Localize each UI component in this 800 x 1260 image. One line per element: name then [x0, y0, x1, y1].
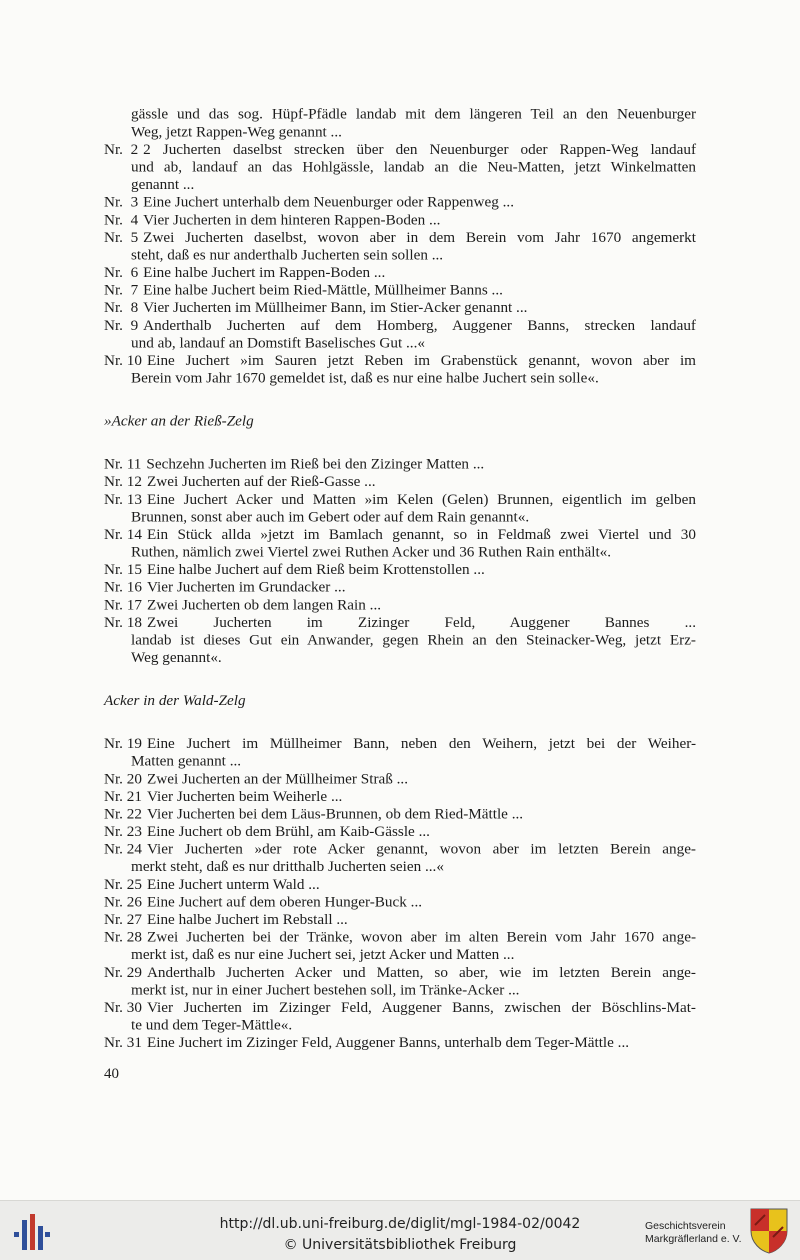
text-line: Zwei Jucherten im Zizinger Feld, Auggener Bannes ... [146, 614, 696, 631]
text-line: Ein Stück allda »jetzt im Bamlach genannt, so in Feldmaß zwei Viertel und 30 [146, 526, 696, 543]
text-line: genannt ... [131, 176, 195, 193]
footer-bar [0, 1200, 800, 1260]
entry-text [131, 840, 696, 876]
list-item [104, 911, 696, 929]
entries-section-1 [104, 141, 696, 387]
entries-section-2 [104, 456, 696, 667]
list-item [104, 964, 696, 999]
list-item [104, 841, 696, 876]
entry-number: Nr. 21 [104, 788, 142, 805]
text-line: Eine Juchert »im Sauren jetzt Reben im Grabenstück genannt, wovon aber im [146, 352, 696, 369]
text-line: Vier Jucherten bei dem Läus-Brunnen, ob dem Ried-Mättle ... [146, 805, 524, 823]
text-line: merkt steht, daß es nur dritthalb Jucherten seien ...« [131, 858, 444, 876]
society-name [645, 1220, 742, 1246]
entry-text [131, 352, 696, 387]
entry-number: Nr. 7 [104, 281, 139, 299]
society-name-line-1: Geschichtsverein [645, 1220, 726, 1232]
entry-number: Nr. 16 [104, 579, 142, 596]
entry-number: Nr. 18 [104, 614, 142, 631]
text-line: Vier Jucherten im Müllheimer Bann, im Stier-Acker genannt ... [143, 299, 528, 317]
list-item [104, 456, 696, 474]
entry-text [143, 194, 696, 212]
list-item [104, 212, 696, 230]
entry-number: Nr. 3 [104, 193, 139, 211]
list-item [104, 561, 696, 579]
text-line: te und dem Teger-Mättle«. [131, 1016, 293, 1034]
coat-of-arms-icon[interactable] [749, 1207, 789, 1255]
entry-number: Nr. 25 [104, 876, 142, 893]
list-item [104, 929, 696, 964]
text-line: Zwei Jucherten auf der Rieß-Gasse ... [146, 473, 376, 491]
text-line: 2 Jucherten daselbst strecken über den Neuenburger oder Rappen-Weg landauf [143, 141, 696, 158]
entry-text [147, 561, 696, 579]
list-item [104, 614, 696, 667]
entry-text [131, 614, 696, 667]
list-item [104, 317, 696, 352]
document-url-link[interactable]: http://dl.ub.uni-freiburg.de/diglit/mgl-1984-02/0042 [219, 1216, 581, 1232]
society-name-line-2: Markgräflerland e. V. [645, 1233, 742, 1245]
text-line: Eine Juchert im Zizinger Feld, Auggener Banns, unterhalb dem Teger-Mättle ... [146, 1034, 630, 1052]
text-line: Eine Juchert ob dem Brühl, am Kaib-Gässle ... [146, 823, 430, 840]
entry-number: Nr. 8 [104, 299, 139, 317]
text-line: Zwei Jucherten an der Müllheimer Straß ... [146, 770, 409, 788]
text-line: Berein vom Jahr 1670 gemeldet ist, daß es nur eine halbe Juchert sein solle«. [131, 369, 599, 387]
list-item [104, 788, 696, 806]
entry-number: Nr. 2 [104, 141, 139, 158]
list-item [104, 282, 696, 300]
text-line: Eine Juchert Acker und Matten »im Kelen (Gelen) Brunnen, eigentlich im gelben [146, 491, 696, 508]
text-line: Eine halbe Juchert im Rebstall ... [146, 911, 348, 928]
entry-number: Nr. 15 [104, 561, 142, 579]
text-line: Vier Jucherten »der rote Acker genannt, wovon aber im letzten Berein ange- [146, 840, 696, 858]
entry-number: Nr. 14 [104, 526, 142, 543]
list-item [104, 141, 696, 194]
text-line: Zwei Jucherten ob dem langen Rain ... [146, 596, 382, 614]
entry-number: Nr. 30 [104, 999, 142, 1016]
text-line: Vier Jucherten in dem hinteren Rappen-Boden ... [143, 211, 441, 229]
text-line: Weg, jetzt Rappen-Weg genannt ... [131, 123, 342, 141]
list-item [104, 300, 696, 318]
list-item [104, 491, 696, 526]
entry-text [147, 876, 696, 894]
entry-number: Nr. 22 [104, 805, 142, 823]
entry-text [143, 264, 696, 282]
text-line: Anderthalb Jucherten Acker und Matten, so aber, wie im letzten Berein ange- [146, 964, 696, 981]
list-item [104, 735, 696, 770]
entry-text [147, 579, 696, 597]
entry-number: Nr. 20 [104, 770, 142, 788]
entry-text [131, 735, 696, 770]
list-item [104, 1034, 696, 1052]
text-line: Zwei Jucherten daselbst, wovon aber in dem Berein vom Jahr 1670 angemerkt [143, 229, 696, 246]
list-item [104, 194, 696, 212]
entry-text [147, 1034, 696, 1052]
section-heading-wald-zelg: Acker in der Wald-Zelg [104, 692, 246, 709]
list-item [104, 526, 696, 561]
page-number: 40 [104, 1066, 119, 1082]
entry-number: Nr. 9 [104, 317, 139, 334]
text-line: Matten genannt ... [131, 752, 242, 770]
section-heading-riess-zelg: »Acker an der Rieß-Zelg [104, 412, 254, 430]
text-line: Eine halbe Juchert auf dem Rieß beim Krottenstollen ... [146, 561, 485, 579]
list-item [104, 806, 696, 824]
entry-number: Nr. 10 [104, 352, 142, 369]
entry-text [131, 526, 696, 561]
document-text [104, 106, 696, 1052]
entry-text [146, 456, 696, 474]
list-item [104, 999, 696, 1034]
entry-text [147, 894, 696, 912]
text-line: Eine Juchert auf dem oberen Hunger-Buck ... [146, 893, 423, 911]
text-line: Eine halbe Juchert im Rappen-Boden ... [143, 264, 386, 281]
text-line: Anderthalb Jucherten auf dem Homberg, Auggener Banns, strecken landauf [143, 317, 696, 334]
entry-number: Nr. 31 [104, 1034, 142, 1052]
entry-text [131, 491, 696, 526]
entry-number: Nr. 13 [104, 491, 142, 508]
list-item [104, 876, 696, 894]
list-item [104, 597, 696, 615]
list-item [104, 264, 696, 282]
entry-text [131, 964, 696, 999]
text-line: Eine Juchert unterm Wald ... [146, 876, 320, 893]
text-line: steht, daß es nur anderthalb Jucherten sein sollen ... [131, 246, 444, 264]
entry-number: Nr. 11 [104, 455, 142, 473]
entry-number: Nr. 17 [104, 596, 142, 614]
entry-text [147, 788, 696, 806]
entry-text [143, 212, 696, 230]
entry-number: Nr. 27 [104, 911, 142, 928]
entry-text [131, 999, 696, 1034]
list-item [104, 894, 696, 912]
text-line: Ruthen, nämlich zwei Viertel zwei Ruthen Acker und 36 Ruthen Rain enthält«. [131, 543, 612, 561]
list-item [104, 352, 696, 387]
entry-number: Nr. 4 [104, 211, 139, 229]
entry-text [131, 141, 696, 194]
text-line: gässle und das sog. Hüpf-Pfädle landab mit dem längeren Teil an den Neuenburger [131, 106, 696, 123]
entry-number: Nr. 26 [104, 893, 142, 911]
list-item [104, 473, 696, 491]
text-line: Vier Jucherten beim Weiherle ... [146, 788, 343, 805]
text-line: Sechzehn Jucherten im Rieß bei den Zizinger Matten ... [146, 455, 485, 473]
text-line: Eine Juchert im Müllheimer Bann, neben den Weihern, jetzt bei der Weiher- [146, 735, 696, 752]
intro-paragraph [104, 106, 696, 141]
entry-number: Nr. 19 [104, 735, 142, 752]
text-line: Vier Jucherten im Grundacker ... [146, 579, 346, 596]
entry-text [147, 597, 696, 615]
entry-number: Nr. 24 [104, 840, 142, 858]
entry-text [131, 229, 696, 264]
entry-text [147, 806, 696, 824]
entry-number: Nr. 28 [104, 928, 142, 946]
text-line: merkt ist, daß es nur eine Juchert sei, jetzt Acker und Matten ... [131, 946, 515, 964]
text-line: und ab, landauf an Domstift Baselisches Gut ...« [131, 334, 425, 352]
entry-number: Nr. 23 [104, 823, 142, 840]
text-line: Vier Jucherten im Zizinger Feld, Auggener Banns, zwischen der Böschlins-Mat- [146, 999, 696, 1016]
text-line: Eine halbe Juchert beim Ried-Mättle, Müllheimer Banns ... [143, 281, 503, 299]
text-line: merkt ist, nur in einer Juchert bestehen soll, im Tränke-Acker ... [131, 981, 520, 999]
entry-number: Nr. 6 [104, 264, 139, 281]
entry-text [147, 823, 696, 841]
entry-text [143, 300, 696, 318]
list-item [104, 823, 696, 841]
copyright-notice: © Universitätsbibliothek Freiburg [283, 1237, 517, 1253]
list-item [104, 771, 696, 789]
entry-text [147, 473, 696, 491]
text-line: und ab, landauf an das Hohlgässle, landab an die Neu-Matten, jetzt Winkelmatten [131, 158, 696, 176]
list-item [104, 579, 696, 597]
text-line: Brunnen, sonst aber auch im Gebert oder auf dem Rain genannt«. [131, 508, 530, 526]
text-line: Eine Juchert unterhalb dem Neuenburger oder Rappenweg ... [143, 193, 515, 211]
entry-text [147, 771, 696, 789]
entry-text [131, 928, 696, 964]
list-item [104, 229, 696, 264]
entry-number: Nr. 12 [104, 473, 142, 491]
text-line: Weg genannt«. [131, 649, 222, 666]
entry-text [143, 282, 696, 300]
entry-number: Nr. 5 [104, 229, 139, 246]
entry-text [131, 317, 696, 352]
entry-text [147, 911, 696, 929]
entries-section-3 [104, 735, 696, 1052]
entry-number: Nr. 29 [104, 964, 142, 981]
text-line: Zwei Jucherten bei der Tränke, wovon aber im alten Berein vom Jahr 1670 ange- [146, 928, 696, 946]
text-line: landab ist dieses Gut ein Anwander, gegen Rhein an den Steinacker-Weg, jetzt Erz- [131, 631, 696, 649]
